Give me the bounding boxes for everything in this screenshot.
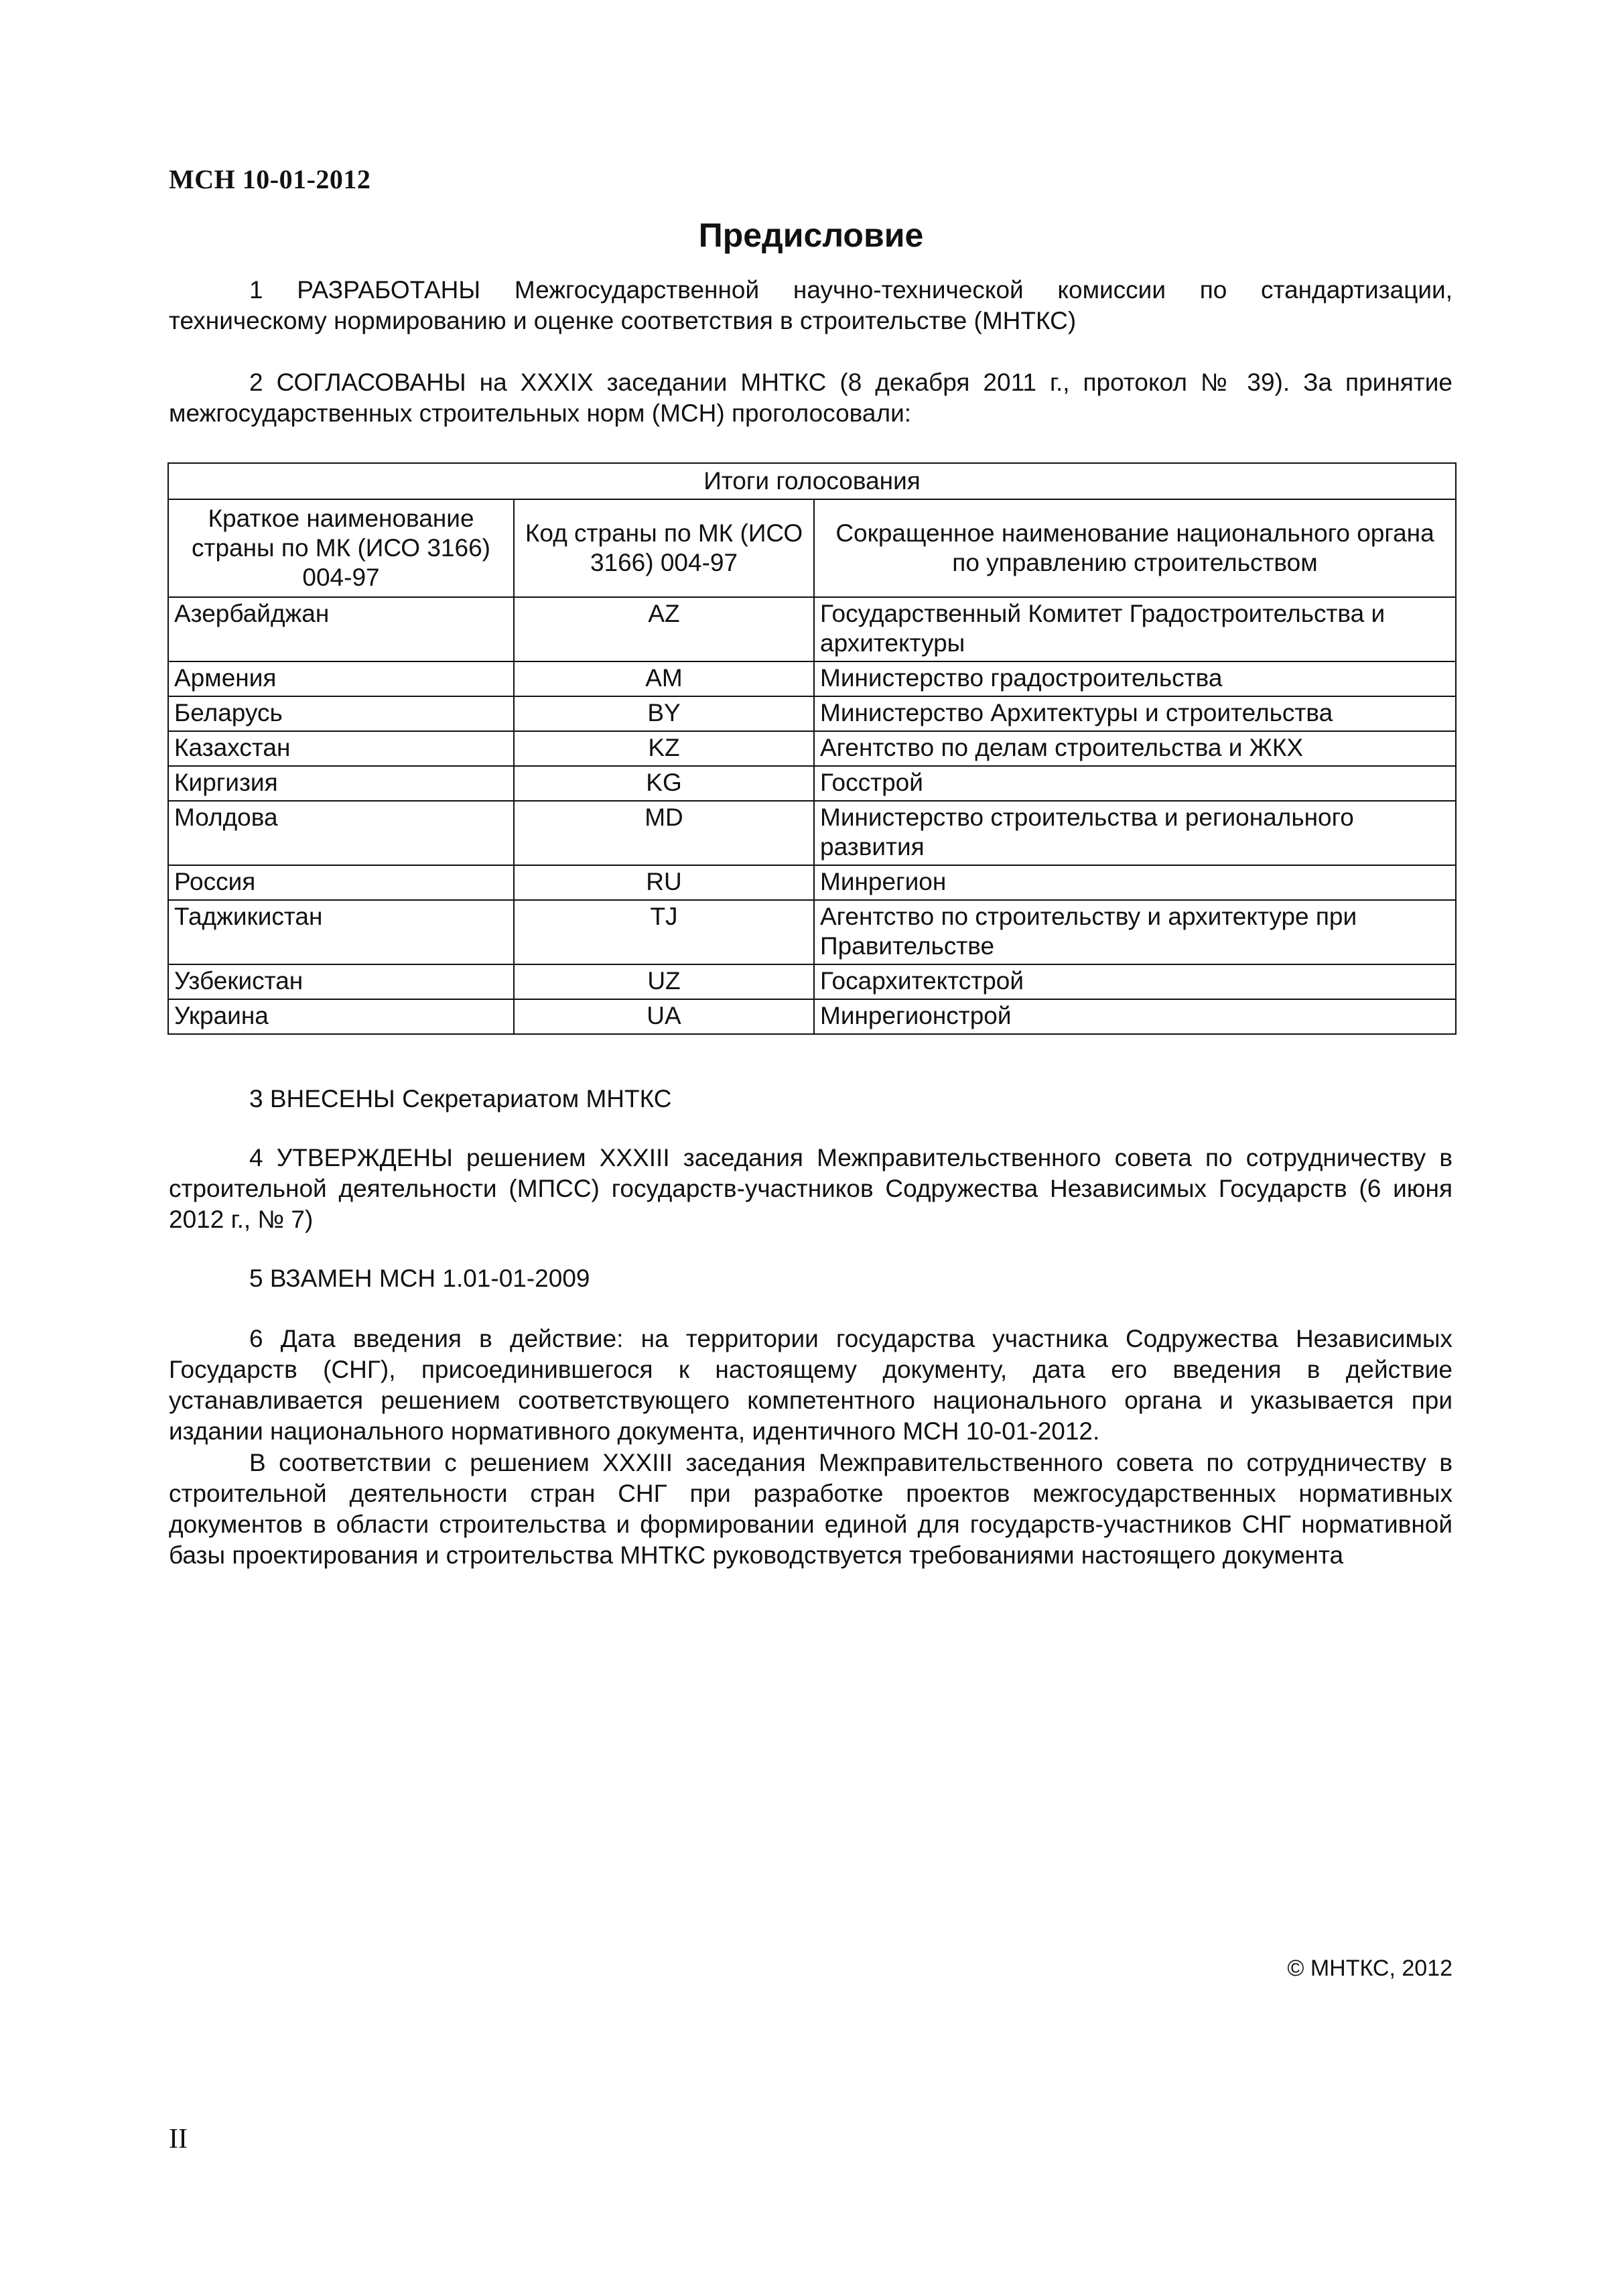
country-code-cell: TJ xyxy=(514,900,814,964)
copyright-notice: © МНТКС, 2012 xyxy=(1287,1956,1452,1981)
country-code-cell: AZ xyxy=(514,597,814,661)
voting-table-header-row xyxy=(168,499,1456,597)
paragraph-replaces: 5 ВЗАМЕН МСН 1.01-01-2009 xyxy=(249,1265,590,1292)
document-code: МСН 10-01-2012 xyxy=(169,164,371,194)
country-name-cell: Украина xyxy=(168,999,514,1034)
authority-cell: Агентство по строительству и архитектуре при Правительстве xyxy=(814,900,1456,964)
table-row xyxy=(168,766,1456,801)
header-country-name: Краткое наименование страны по МК (ИСО 3166) 004-97 xyxy=(168,499,514,597)
country-name-cell: Азербайджан xyxy=(168,597,514,661)
country-code-cell: KG xyxy=(514,766,814,801)
paragraph-effective-date: 6 Дата введения в действие: на территории государства участника Содружества Независимых Государств (СНГ), присоединившегося к настоящему документу, дата его введения в действие устанавливается решением соответствующего компетентного национального органа и указывается при издании национального нормативного документа, идентичного МСН 10-01-2012. xyxy=(169,1325,1452,1445)
country-name-cell: Молдова xyxy=(168,801,514,865)
country-code-cell: RU xyxy=(514,865,814,900)
country-code-cell: UZ xyxy=(514,964,814,999)
table-row xyxy=(168,696,1456,731)
country-name-cell: Казахстан xyxy=(168,731,514,766)
voting-table xyxy=(167,462,1457,1035)
country-name-cell: Таджикистан xyxy=(168,900,514,964)
authority-cell: Минрегионстрой xyxy=(814,999,1456,1034)
authority-cell: Госархитектстрой xyxy=(814,964,1456,999)
country-code-cell: UA xyxy=(514,999,814,1034)
authority-cell: Агентство по делам строительства и ЖКХ xyxy=(814,731,1456,766)
country-code-cell: KZ xyxy=(514,731,814,766)
country-name-cell: Армения xyxy=(168,661,514,696)
voting-table-caption: Итоги голосования xyxy=(168,463,1456,499)
header-country-code: Код страны по МК (ИСО 3166) 004-97 xyxy=(514,499,814,597)
table-row xyxy=(168,661,1456,696)
paragraph-approved: 4 УТВЕРЖДЕНЫ решением XXXIII заседания Межправительственного совета по сотрудничеству в строительной деятельности (МПСС) государств-участников Содружества Независимых Государств (6 июня 2012 г., № 7) xyxy=(169,1144,1452,1233)
paragraph-developed: 1 РАЗРАБОТАНЫ Межгосударственной научно-технической комиссии по стандартизации, техническому нормированию и оценке соответствия в строительстве (МНТКС) xyxy=(169,276,1452,334)
header-authority-name: Сокращенное наименование национального органа по управлению строительством xyxy=(814,499,1456,597)
table-row xyxy=(168,801,1456,865)
voting-table-caption-row xyxy=(168,463,1456,499)
authority-cell: Минрегион xyxy=(814,865,1456,900)
country-name-cell: Киргизия xyxy=(168,766,514,801)
country-code-cell: AM xyxy=(514,661,814,696)
country-name-cell: Беларусь xyxy=(168,696,514,731)
authority-cell: Госстрой xyxy=(814,766,1456,801)
authority-cell: Государственный Комитет Градостроительства и архитектуры xyxy=(814,597,1456,661)
authority-cell: Министерство градостроительства xyxy=(814,661,1456,696)
table-row xyxy=(168,900,1456,964)
country-name-cell: Россия xyxy=(168,865,514,900)
country-code-cell: BY xyxy=(514,696,814,731)
table-row xyxy=(168,731,1456,766)
table-row xyxy=(168,999,1456,1034)
table-row xyxy=(168,964,1456,999)
paragraph-agreed: 2 СОГЛАСОВАНЫ на XXXIX заседании МНТКС (8 декабря 2011 г., протокол № 39). За принятие межгосударственных строительных норм (МСН) проголосовали: xyxy=(169,369,1452,427)
paragraph-submitted: 3 ВНЕСЕНЫ Секретариатом МНТКС xyxy=(249,1085,672,1112)
country-code-cell: MD xyxy=(514,801,814,865)
table-row xyxy=(168,597,1456,661)
authority-cell: Министерство Архитектуры и строительства xyxy=(814,696,1456,731)
authority-cell: Министерство строительства и регионального развития xyxy=(814,801,1456,865)
page-number: II xyxy=(169,2124,188,2155)
paragraph-accordance: В соответствии с решением XXXIII заседания Межправительственного совета по сотрудничеству в строительной деятельности стран СНГ при разработке проектов межгосударственных нормативных документов в области строительства и формировании единой для государств-участников СНГ нормативной базы проектирования и строительства МНТКС руководствуется требованиями настоящего документа xyxy=(169,1449,1452,1569)
page-title: Предисловие xyxy=(698,216,924,254)
table-row xyxy=(168,865,1456,900)
country-name-cell: Узбекистан xyxy=(168,964,514,999)
